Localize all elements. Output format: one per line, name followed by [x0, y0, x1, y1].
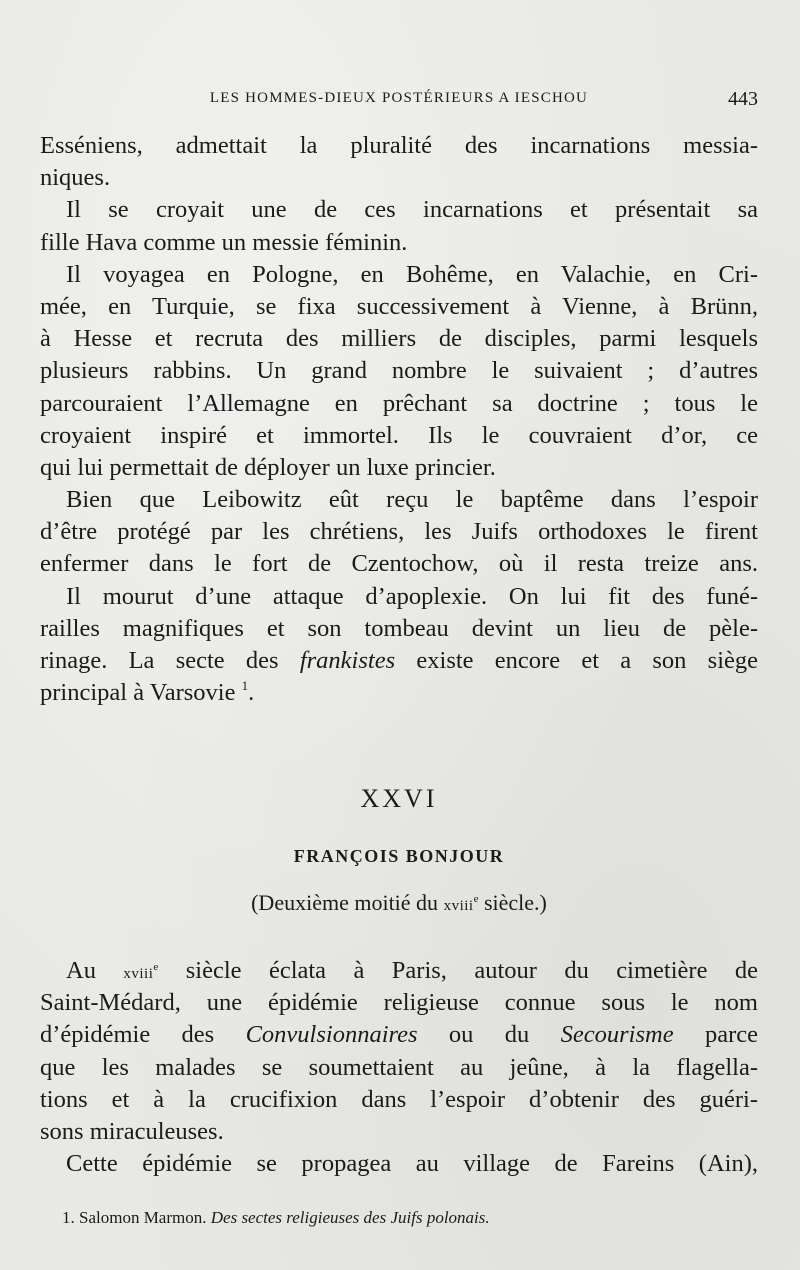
ordinal-suffix: e	[473, 893, 479, 905]
text-line: niques.	[40, 164, 111, 192]
text-line	[40, 677, 758, 709]
chapter-subtitle	[40, 890, 758, 916]
text-line: qui lui permettait de déployer un luxe princier.	[40, 453, 496, 481]
paragraph-start	[40, 955, 758, 987]
text-line: à Hesse et recruta des milliers de disciples, parmi lesquels	[40, 325, 758, 353]
footnote	[62, 1208, 762, 1228]
footnote-title: Des sectes religieuses des Juifs polonais.	[210, 1208, 490, 1227]
footnote-reference: 1	[241, 678, 249, 694]
italic-term: Convulsionnaires	[245, 1021, 418, 1049]
text-line: fille Hava comme un messie féminin.	[40, 228, 408, 256]
paragraph-start: Il se croyait une de ces incarnations et présentait sa	[66, 196, 758, 224]
text-line: Esséniens, admettait la pluralité des incarnations messia-	[40, 132, 758, 159]
paragraph-start: Cette épidémie se propagea au village de Fareins (Ain),	[66, 1150, 758, 1178]
paragraph-start: Il mourut d’une attaque d’apoplexie. On lui fit des funé-	[66, 582, 758, 610]
text-line	[40, 1019, 758, 1051]
page-number: 443	[728, 88, 758, 110]
text-line: parcouraient l’Allemagne en prêchant sa doctrine ; tous le	[40, 389, 758, 417]
body-text-top	[40, 130, 758, 709]
text-line	[40, 645, 758, 677]
century-numeral: xviii	[123, 966, 154, 982]
text-line: Saint-Médard, une épidémie religieuse connue sous le nom	[40, 989, 758, 1017]
ordinal-suffix: e	[153, 961, 159, 973]
running-title: LES HOMMES-DIEUX POSTÉRIEURS A IESCHOU	[209, 90, 589, 106]
body-text-bottom	[40, 955, 758, 1180]
subtitle-text: (Deuxième moitié du	[251, 890, 439, 915]
footnote-number: 1.	[62, 1208, 75, 1227]
text-segment: Au	[66, 957, 96, 984]
text-segment: siècle éclata à Paris, autour du cimetière de	[185, 957, 759, 984]
italic-term: Secourisme	[560, 1021, 674, 1049]
text-line: que les malades se soumettaient au jeûne, à la flagella-	[40, 1053, 758, 1081]
chapter-number: XXVI	[360, 784, 438, 813]
paragraph-start: Bien que Leibowitz eût reçu le baptême dans l’espoir	[66, 486, 758, 514]
text-segment: d’épidémie des	[40, 1021, 215, 1049]
text-segment: rinage. La secte des	[40, 647, 279, 674]
text-segment: parce	[704, 1021, 758, 1049]
italic-term: frankistes	[299, 647, 396, 674]
text-line: enfermer dans le fort de Czentochow, où il resta treize ans.	[40, 550, 758, 578]
footnote-author: Salomon Marmon.	[79, 1208, 207, 1227]
text-line: railles magnifiques et son tombeau devint un lieu de pèle-	[40, 614, 758, 642]
paragraph-start: Il voyagea en Pologne, en Bohême, en Valachie, en Cri-	[66, 260, 758, 288]
text-line: tions et à la crucifixion dans l’espoir d’obtenir des guéri-	[40, 1085, 758, 1113]
running-head	[40, 88, 758, 112]
text-line: mée, en Turquie, se fixa successivement à Vienne, à Brünn,	[40, 292, 758, 320]
text-segment: ou du	[448, 1021, 530, 1049]
text-line: croyaient inspiré et immortel. Ils le couvraient d’or, ce	[40, 421, 758, 449]
text-line: plusieurs rabbins. Un grand nombre le suivaient ; d’autres	[40, 357, 758, 385]
text-line: sons miraculeuses.	[40, 1117, 224, 1145]
text-segment: principal à Varsovie	[40, 679, 236, 707]
text-segment: existe encore et a son siège	[416, 647, 759, 674]
subtitle-text: siècle.)	[483, 890, 547, 915]
text-segment: .	[248, 679, 255, 707]
century-numeral: xviii	[443, 898, 474, 914]
text-line: d’être protégé par les chrétiens, les Juifs orthodoxes le firent	[40, 518, 758, 546]
chapter-title: FRANÇOIS BONJOUR	[293, 846, 505, 866]
